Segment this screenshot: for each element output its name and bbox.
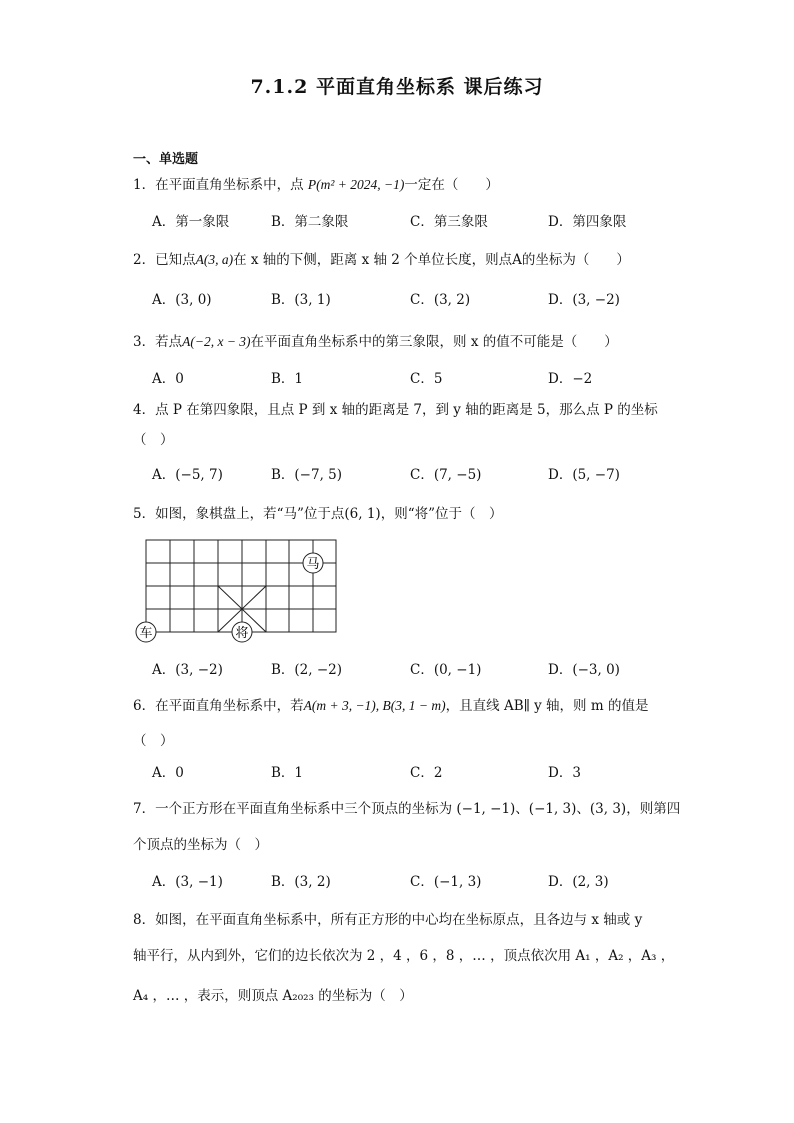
question-text-tail: 在平面直角坐标系中的第三象限，则 x 的值不可能是（ ） [250, 334, 618, 350]
question-text: 如图，象棋盘上，若“马”位于点(6, 1)，则“将”位于（ ） [155, 506, 503, 522]
question-text: 在平面直角坐标系中，点 [155, 177, 308, 193]
question-text: 点 P 在第四象限，且点 P 到 x 轴的距离是 7，到 y 轴的距离是 5，那么点 P 的坐标 [155, 402, 658, 418]
question-text: 如图，在平面直角坐标系中，所有正方形的中心均在坐标原点，且各边与 x 轴或 y [155, 912, 643, 928]
question-7 [133, 800, 680, 818]
option-c[interactable]: C．(7, −5) [410, 467, 482, 483]
math-expression: A(−2, x − 3) [182, 334, 251, 349]
svg-text:马: 马 [306, 557, 320, 572]
option-d[interactable]: D．第四象限 [548, 214, 627, 230]
page-title: 7.1.2 平面直角坐标系 课后练习 [250, 76, 544, 98]
option-c[interactable]: C．(3, 2) [410, 292, 471, 308]
question-8-line2: 轴平行，从内到外，它们的边长依次为 2 ，4 ，6 ，8 ，… ，顶点依次用 A₁ ，A₂ ，A₃ ， [133, 948, 675, 964]
question-text-tail: 一定在（ ） [404, 177, 499, 193]
option-d[interactable]: D．(−3, 0) [548, 662, 620, 678]
general-piece [232, 622, 252, 642]
question-4 [133, 401, 658, 419]
question-number: 6． [133, 698, 156, 714]
option-b[interactable]: B．(3, 1) [271, 292, 331, 308]
section-heading: 一、单选题 [133, 152, 199, 167]
option-d[interactable]: D．(3, −2) [548, 292, 620, 308]
option-d[interactable]: D．(2, 3) [548, 874, 609, 890]
question-text: 在平面直角坐标系中，若 [155, 698, 304, 714]
option-b[interactable]: B．1 [271, 371, 304, 387]
question-4-line2: （ ） [133, 432, 174, 448]
chess-board-figure [133, 536, 343, 648]
question-3 [133, 333, 618, 351]
option-a[interactable]: A．(3, −1) [152, 874, 223, 890]
question-text: 一个正方形在平面直角坐标系中三个顶点的坐标为 (−1, −1)、(−1, 3)、(3, 3)，则第四 [155, 801, 681, 817]
option-b[interactable]: B．(−7, 5) [271, 467, 343, 483]
question-6 [133, 697, 648, 715]
option-a[interactable]: A．(−5, 7) [152, 467, 223, 483]
question-text: 已知点 [155, 252, 196, 268]
question-number: 4． [133, 402, 156, 418]
horse-piece [303, 553, 323, 573]
option-a[interactable]: A．(3, −2) [152, 662, 223, 678]
question-number: 7． [133, 801, 156, 817]
option-b[interactable]: B．1 [271, 765, 304, 781]
option-c[interactable]: C．(−1, 3) [410, 874, 482, 890]
option-a[interactable]: A．0 [152, 765, 184, 781]
option-a[interactable]: A．0 [152, 371, 184, 387]
svg-text:车: 车 [139, 626, 153, 641]
question-8 [133, 911, 642, 929]
math-expression: A(3, a) [195, 252, 234, 267]
option-d[interactable]: D．(5, −7) [548, 467, 620, 483]
question-text-tail: 在 x 轴的下侧，距离 x 轴 2 个单位长度，则点A的坐标为（ ） [233, 252, 630, 268]
question-7-line2: 个顶点的坐标为（ ） [133, 837, 268, 853]
question-text-tail: ，且直线 AB∥ y 轴，则 m 的值是 [445, 698, 649, 714]
option-c[interactable]: C．2 [410, 765, 443, 781]
option-d[interactable]: D．3 [548, 765, 581, 781]
question-5 [133, 505, 503, 523]
option-b[interactable]: B．第二象限 [271, 214, 349, 230]
math-expression: A(m + 3, −1), B(3, 1 − m) [303, 698, 446, 713]
question-number: 5． [133, 506, 156, 522]
option-c[interactable]: C．第三象限 [410, 214, 488, 230]
option-c[interactable]: C．5 [410, 371, 443, 387]
option-c[interactable]: C．(0, −1) [410, 662, 482, 678]
question-1 [133, 176, 499, 194]
option-b[interactable]: B．(2, −2) [271, 662, 343, 678]
math-expression: P(m² + 2024, −1) [307, 177, 405, 192]
question-6-line2: （ ） [133, 733, 174, 749]
option-b[interactable]: B．(3, 2) [271, 874, 331, 890]
option-a[interactable]: A．(3, 0) [152, 292, 212, 308]
question-text: 若点 [155, 334, 183, 350]
option-a[interactable]: A．第一象限 [152, 214, 230, 230]
question-2 [133, 251, 630, 269]
question-number: 8． [133, 912, 156, 928]
question-number: 1． [133, 177, 156, 193]
question-number: 2． [133, 252, 156, 268]
question-8-line3: A₄ ，… ，表示，则顶点 A₂₀₂₃ 的坐标为（ ） [133, 988, 413, 1004]
svg-text:将: 将 [235, 626, 249, 641]
option-d[interactable]: D．−2 [548, 371, 593, 387]
chariot-piece [136, 622, 156, 642]
question-number: 3． [133, 334, 156, 350]
